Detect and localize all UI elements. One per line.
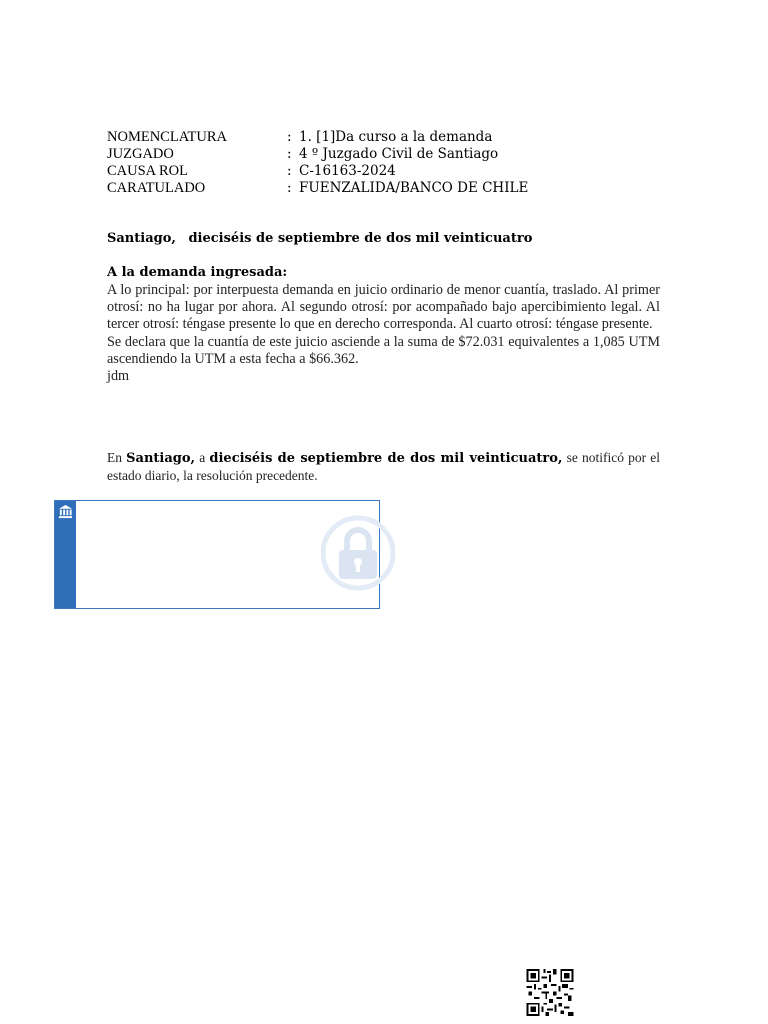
header-label: CAUSA ROL bbox=[107, 163, 188, 179]
header-label: CARATULADO bbox=[107, 180, 206, 196]
electronic-signature-box bbox=[54, 500, 380, 609]
header-value: C-16163-2024 bbox=[299, 163, 396, 179]
header-row-causa-rol bbox=[107, 163, 528, 180]
notification-paragraph bbox=[107, 449, 660, 484]
header-value: 4 º Juzgado Civil de Santiago bbox=[299, 146, 499, 162]
header-separator: : bbox=[287, 163, 292, 179]
notif-prefix: En bbox=[107, 450, 122, 465]
case-header bbox=[107, 129, 528, 197]
notif-connector: a bbox=[199, 450, 206, 465]
header-row-caratulado bbox=[107, 180, 528, 197]
lock-icon bbox=[321, 511, 395, 593]
notif-date: dieciséis de septiembre de dos mil veinticuatro, bbox=[209, 451, 563, 466]
qr-code-icon bbox=[525, 969, 575, 1016]
header-label: NOMENCLATURA bbox=[107, 129, 228, 145]
header-row-juzgado bbox=[107, 146, 528, 163]
date-city: Santiago, bbox=[107, 231, 176, 246]
header-row-nomenclatura bbox=[107, 129, 528, 146]
header-separator: : bbox=[287, 129, 292, 145]
section-title: A la demanda ingresada: bbox=[107, 265, 288, 280]
header-separator: : bbox=[287, 146, 292, 162]
notif-suffix: se notificó por el estado diario, la resolución precedente. bbox=[107, 450, 661, 483]
body-paragraph: Se declara que la cuantía de este juicio asciende a la suma de $72.031 equivalentes a 1,085 UTM ascendiendo la UTM a esta fecha a $66.362. bbox=[107, 333, 660, 367]
header-value: 1. [1]Da curso a la demanda bbox=[299, 129, 493, 145]
signer-initials: jdm bbox=[107, 368, 130, 385]
header-separator: : bbox=[287, 180, 292, 196]
header-value: FUENZALIDA/BANCO DE CHILE bbox=[299, 180, 529, 196]
date-text: dieciséis de septiembre de dos mil veinticuatro bbox=[188, 231, 533, 246]
resolution-body bbox=[107, 282, 660, 385]
signature-accent-bar bbox=[55, 501, 76, 608]
resolution-date-line bbox=[107, 231, 532, 246]
bank-icon bbox=[58, 504, 73, 519]
header-label: JUZGADO bbox=[107, 146, 174, 162]
body-paragraph: A lo principal: por interpuesta demanda en juicio ordinario de menor cuantía, traslado. Al primer otrosí: no ha lugar por ahora. Al segundo otrosí: por acompañado bajo apercibimiento legal. Al tercer otrosí: téngase presente lo que en derecho corresponda. Al cuarto otrosí: téngase presente. bbox=[107, 282, 660, 333]
notif-city: Santiago, bbox=[126, 451, 196, 466]
